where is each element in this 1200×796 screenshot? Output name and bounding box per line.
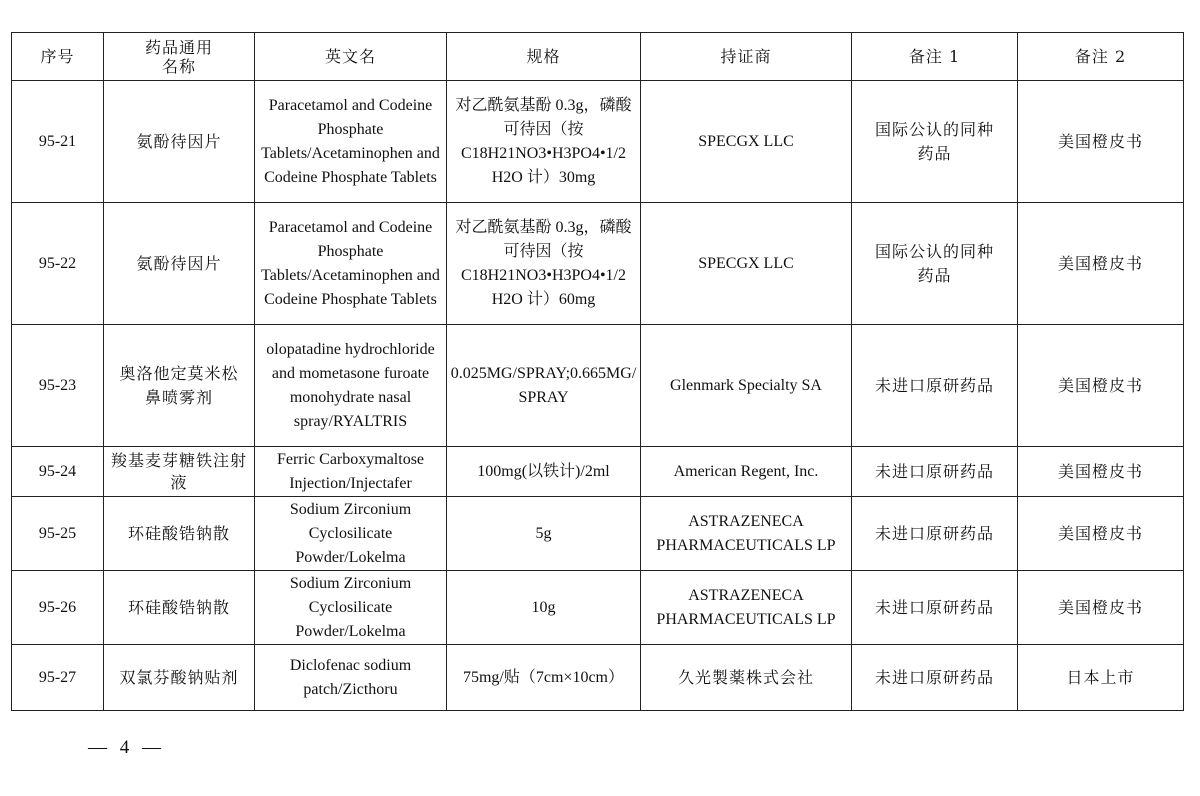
header-note-1: 备注 1 (852, 33, 1018, 81)
table-row (12, 447, 1184, 497)
cell-generic-name: 羧基麦芽糖铁注射液 (104, 447, 255, 497)
header-specification: 规格 (447, 33, 641, 81)
cell-license-holder: SPECGX LLC (641, 81, 852, 203)
table-row (12, 645, 1184, 711)
cell-english-name: Diclofenac sodium patch/Zicthoru (255, 645, 447, 711)
header-generic-name-text: 药品通用 名称 (144, 37, 213, 76)
header-note-2: 备注 2 (1018, 33, 1184, 81)
cell-index: 95-25 (12, 497, 104, 571)
cell-note-2: 美国橙皮书 (1018, 447, 1184, 497)
cell-note-1: 未进口原研药品 (852, 645, 1018, 711)
cell-specification: 对乙酰氨基酚 0.3g，磷酸可待因（按 C18H21NO3•H3PO4•1/2 H2O 计）60mg (447, 203, 641, 325)
header-license-holder: 持证商 (641, 33, 852, 81)
cell-english-name: Ferric Carboxymaltose Injection/Injectafer (255, 447, 447, 497)
header-row (12, 33, 1184, 81)
cell-generic-name: 环硅酸锆钠散 (104, 571, 255, 645)
cell-note-1: 未进口原研药品 (852, 571, 1018, 645)
cell-license-holder: ASTRAZENECA PHARMACEUTICALS LP (641, 571, 852, 645)
cell-specification: 10g (447, 571, 641, 645)
table-row (12, 81, 1184, 203)
cell-license-holder: SPECGX LLC (641, 203, 852, 325)
cell-generic-name: 奥洛他定莫米松鼻喷雾剂 (104, 325, 255, 447)
cell-english-name: Sodium Zirconium Cyclosilicate Powder/Lokelma (255, 571, 447, 645)
header-english-name: 英文名 (255, 33, 447, 81)
cell-generic-name: 环硅酸锆钠散 (104, 497, 255, 571)
cell-english-name: Paracetamol and Codeine Phosphate Tablets/Acetaminophen and Codeine Phosphate Tablets (255, 81, 447, 203)
cell-index: 95-27 (12, 645, 104, 711)
cell-specification: 0.025MG/SPRAY;0.665MG/SPRAY (447, 325, 641, 447)
cell-license-holder: American Regent, Inc. (641, 447, 852, 497)
cell-index: 95-23 (12, 325, 104, 447)
cell-generic-name: 氨酚待因片 (104, 81, 255, 203)
cell-note-2: 美国橙皮书 (1018, 203, 1184, 325)
cell-note-2: 美国橙皮书 (1018, 81, 1184, 203)
cell-index: 95-24 (12, 447, 104, 497)
cell-specification: 对乙酰氨基酚 0.3g，磷酸可待因（按 C18H21NO3•H3PO4•1/2 H2O 计）30mg (447, 81, 641, 203)
cell-english-name: Paracetamol and Codeine Phosphate Tablets/Acetaminophen and Codeine Phosphate Tablets (255, 203, 447, 325)
cell-note-2: 美国橙皮书 (1018, 325, 1184, 447)
table-row (12, 571, 1184, 645)
cell-index: 95-22 (12, 203, 104, 325)
header-index: 序号 (12, 33, 104, 81)
cell-english-name: Sodium Zirconium Cyclosilicate Powder/Lokelma (255, 497, 447, 571)
cell-license-holder: 久光製薬株式会社 (641, 645, 852, 711)
cell-index: 95-21 (12, 81, 104, 203)
cell-note-1: 未进口原研药品 (852, 325, 1018, 447)
drug-table (11, 32, 1184, 711)
cell-license-holder: Glenmark Specialty SA (641, 325, 852, 447)
table-row (12, 203, 1184, 325)
cell-note-2: 美国橙皮书 (1018, 571, 1184, 645)
cell-specification: 75mg/贴（7cm×10cm） (447, 645, 641, 711)
cell-english-name: olopatadine hydrochloride and mometasone furoate monohydrate nasal spray/RYALTRIS (255, 325, 447, 447)
cell-note-1: 国际公认的同种药品 (852, 203, 1018, 325)
page-number: — 4 — (88, 737, 165, 758)
cell-specification: 100mg(以铁计)/2ml (447, 447, 641, 497)
cell-license-holder: ASTRAZENECA PHARMACEUTICALS LP (641, 497, 852, 571)
cell-note-2: 日本上市 (1018, 645, 1184, 711)
cell-note-1: 未进口原研药品 (852, 447, 1018, 497)
cell-index: 95-26 (12, 571, 104, 645)
cell-note-1: 未进口原研药品 (852, 497, 1018, 571)
cell-specification: 5g (447, 497, 641, 571)
cell-note-1: 国际公认的同种药品 (852, 81, 1018, 203)
header-generic-name (104, 33, 255, 81)
cell-generic-name: 双氯芬酸钠贴剂 (104, 645, 255, 711)
table-row (12, 497, 1184, 571)
table-row (12, 325, 1184, 447)
cell-generic-name: 氨酚待因片 (104, 203, 255, 325)
cell-note-2: 美国橙皮书 (1018, 497, 1184, 571)
